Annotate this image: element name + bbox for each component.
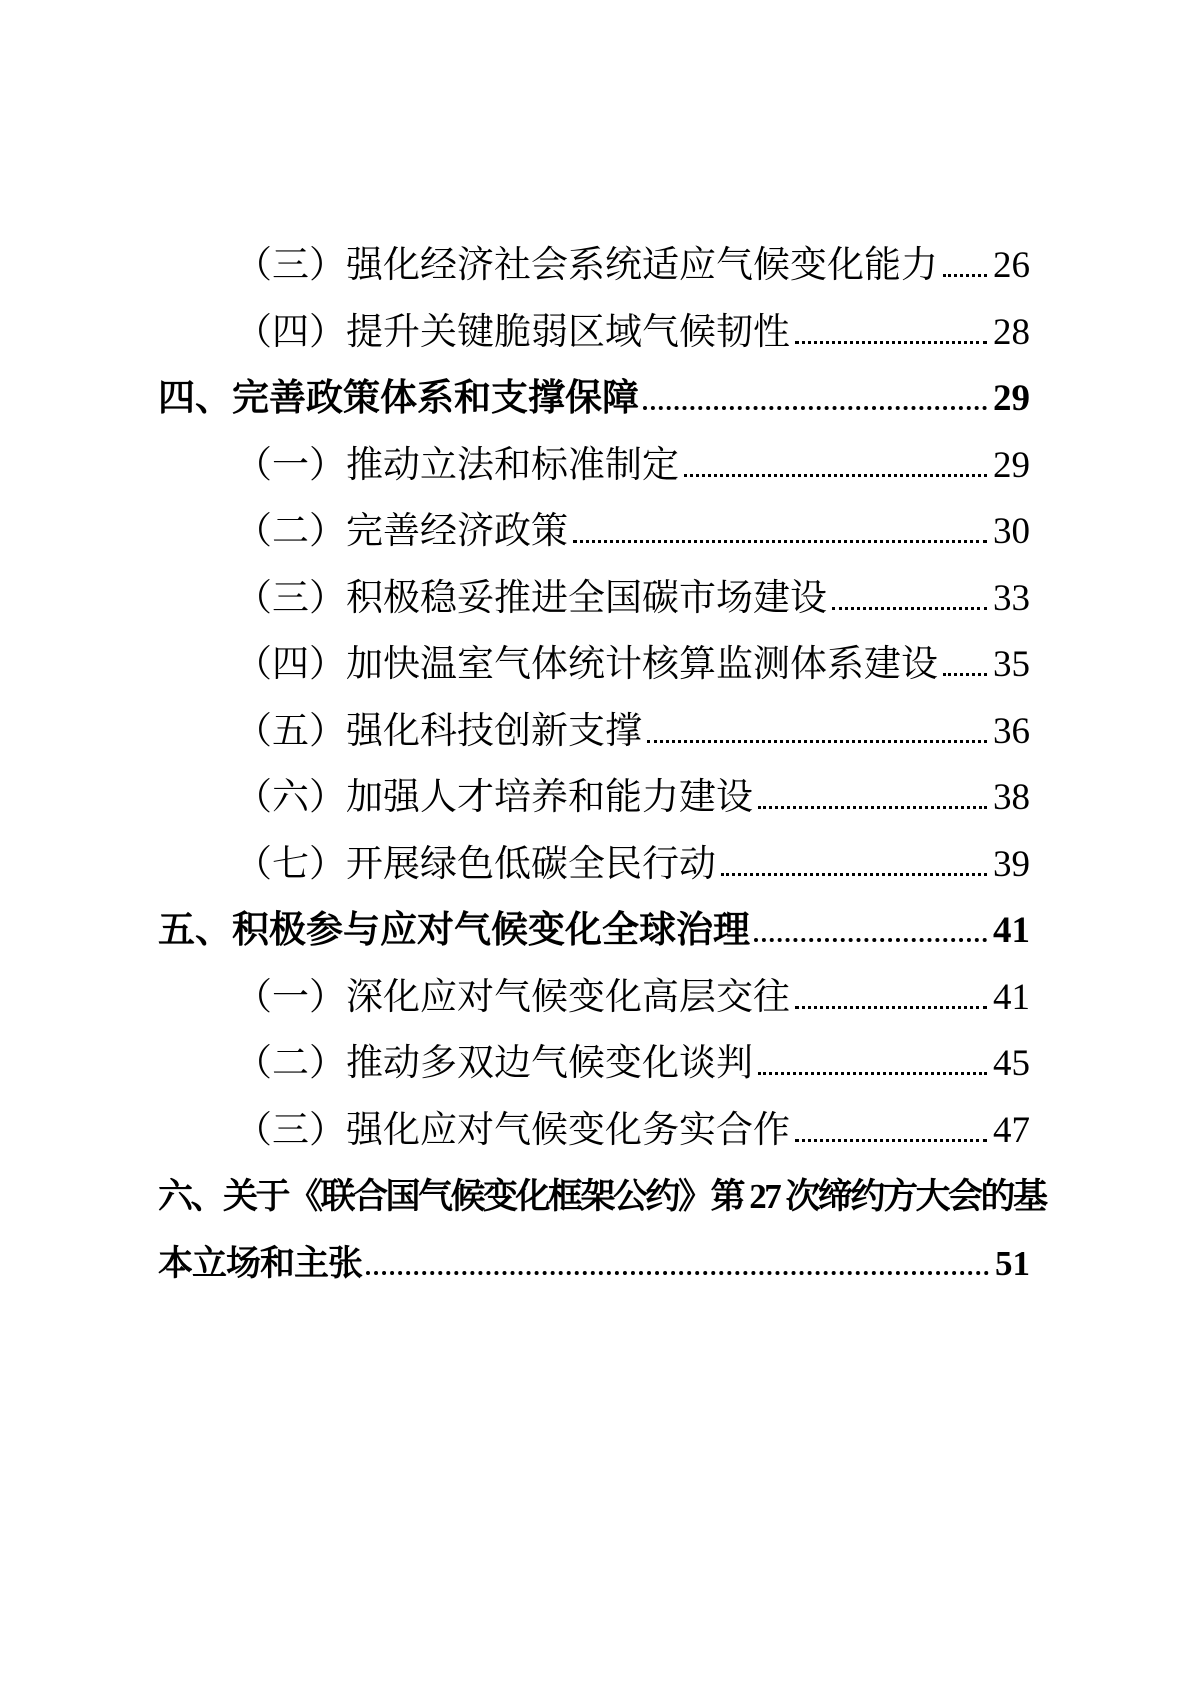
dot-leader <box>795 1006 987 1009</box>
toc-entry-label: 六、关于《联合国气候变化框架公约》第 27 次缔约方大会的基 <box>158 1177 1046 1216</box>
toc-entry-label: 五、积极参与应对气候变化全球治理 <box>158 910 750 951</box>
toc-entry[interactable] <box>158 1164 1046 1231</box>
toc-entry[interactable] <box>158 1031 1030 1098</box>
toc-page-number: 26 <box>993 245 1030 286</box>
toc-entry[interactable] <box>158 1231 1030 1298</box>
toc-entry[interactable] <box>158 965 1030 1032</box>
dot-leader <box>943 274 987 277</box>
toc-entry[interactable] <box>158 632 1030 699</box>
toc-page-number: 47 <box>993 1109 1030 1151</box>
toc-page-number: 45 <box>993 1043 1030 1084</box>
toc-entry-label: （六）加强人才培养和能力建设 <box>235 777 753 818</box>
toc-entry[interactable] <box>158 300 1030 367</box>
dot-leader <box>758 1072 987 1075</box>
toc-entry[interactable] <box>158 366 1030 433</box>
toc-page-number: 33 <box>993 577 1030 619</box>
toc-entry-label: （一）推动立法和标准制定 <box>235 444 679 486</box>
toc-page-number: 29 <box>993 444 1030 486</box>
toc-entry[interactable] <box>158 699 1030 766</box>
toc-page-number: 51 <box>995 1243 1030 1283</box>
toc-page-number: 38 <box>993 777 1030 818</box>
dot-leader <box>795 1139 987 1142</box>
dot-leader <box>754 938 987 942</box>
toc-entry-label: （四）提升关键脆弱区域气候韧性 <box>235 311 790 353</box>
toc-entry-label: （三）积极稳妥推进全国碳市场建设 <box>235 577 827 619</box>
toc-entry[interactable] <box>158 499 1030 566</box>
toc-entry-label: （四）加快温室气体统计核算监测体系建设 <box>235 644 938 685</box>
toc-entry-label: （三）强化应对气候变化务实合作 <box>235 1109 790 1151</box>
dot-leader <box>795 341 987 344</box>
dot-leader <box>832 607 987 610</box>
toc-page-number: 30 <box>993 511 1030 552</box>
toc-entry-label: （七）开展绿色低碳全民行动 <box>235 843 716 885</box>
toc-entry[interactable] <box>158 898 1030 965</box>
toc-entry-label: 本立场和主张 <box>158 1243 363 1283</box>
toc-entry[interactable] <box>158 566 1030 633</box>
toc-entry[interactable] <box>158 233 1030 300</box>
dot-leader <box>647 740 987 743</box>
toc-page-number: 36 <box>993 710 1030 752</box>
dot-leader <box>684 474 987 477</box>
dot-leader <box>366 1271 989 1275</box>
toc-page-number: 41 <box>993 976 1030 1018</box>
toc-entry-label: （二）完善经济政策 <box>235 511 568 552</box>
toc-page-number: 35 <box>993 644 1030 685</box>
toc-entry-label: （一）深化应对气候变化高层交往 <box>235 976 790 1018</box>
toc-entry[interactable] <box>158 433 1030 500</box>
dot-leader <box>721 873 987 876</box>
toc-entry-label: （三）强化经济社会系统适应气候变化能力 <box>235 245 938 286</box>
toc-entry-label: （五）强化科技创新支撑 <box>235 710 642 752</box>
dot-leader <box>573 540 987 543</box>
toc-entry[interactable] <box>158 765 1030 832</box>
toc-page-number: 29 <box>993 378 1030 419</box>
dot-leader <box>943 673 987 676</box>
dot-leader <box>643 406 987 410</box>
toc-page-number: 28 <box>993 311 1030 353</box>
toc-page-number: 39 <box>993 843 1030 885</box>
toc-entry-label: （二）推动多双边气候变化谈判 <box>235 1043 753 1084</box>
toc-entry[interactable] <box>158 832 1030 899</box>
toc-entry[interactable] <box>158 1098 1030 1165</box>
table-of-contents <box>158 233 1046 1297</box>
toc-entry-label: 四、完善政策体系和支撑保障 <box>158 378 639 419</box>
dot-leader <box>758 806 987 809</box>
toc-page-number: 41 <box>993 910 1030 951</box>
